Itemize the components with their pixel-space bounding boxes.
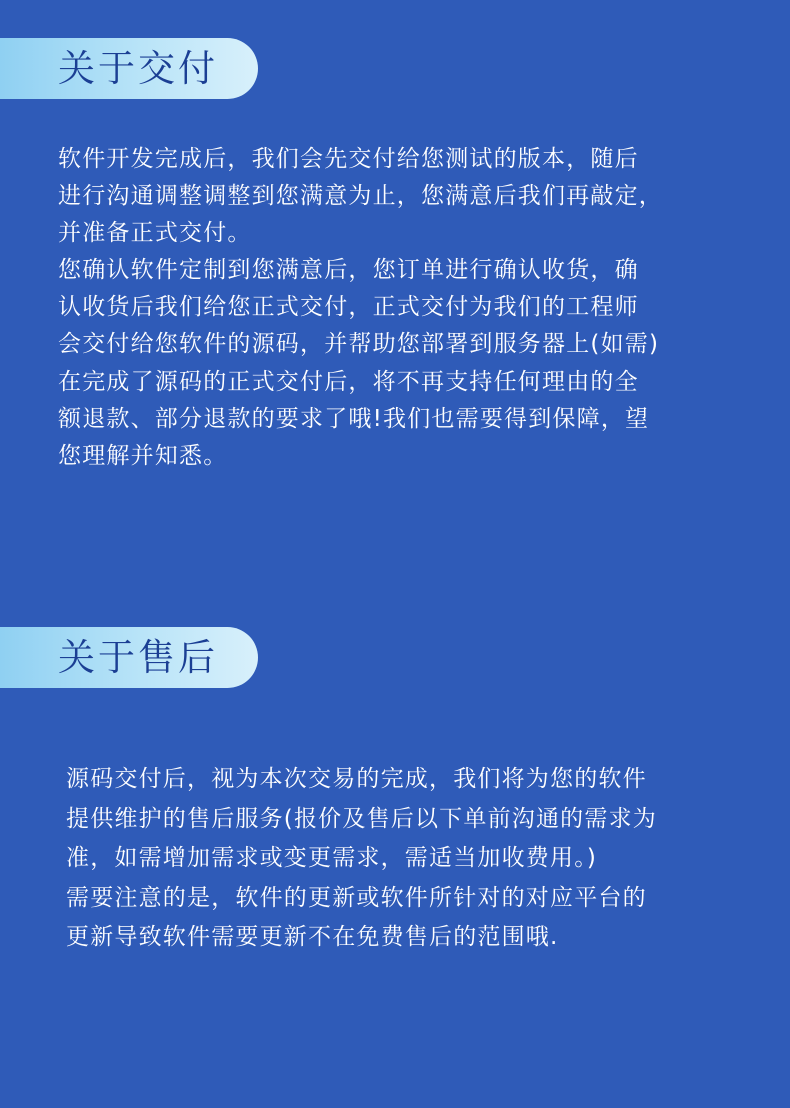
delivery-line: 并准备正式交付。 [58,220,252,247]
delivery-line: 您确认软件定制到您满意后，您订单进行确认收货，确 [58,257,639,284]
delivery-line: 会交付给您软件的源码，并帮助您部署到服务器上(如需) [58,331,660,358]
delivery-line: 您理解并知悉。 [58,442,228,469]
aftersales-line: 源码交付后，视为本次交易的完成，我们将为您的软件 [66,766,647,792]
delivery-paragraph [58,141,663,475]
delivery-line: 在完成了源码的正式交付后，将不再支持任何理由的全 [58,368,639,395]
aftersales-paragraph [66,760,657,958]
aftersales-section-title: 关于售后 [58,636,218,679]
delivery-line: 进行沟通调整调整到您满意为止，您满意后我们再敲定， [58,183,663,210]
aftersales-line: 准，如需增加需求或变更需求，需适当加收费用。) [66,845,598,872]
delivery-section-header [0,38,258,99]
aftersales-section-header [0,627,258,688]
delivery-line: 软件开发完成后，我们会先交付给您测试的版本，随后 [58,146,639,172]
delivery-line: 额退款、部分退款的要求了哦!我们也需要得到保障，望 [58,405,650,432]
aftersales-line: 提供维护的售后服务(报价及售后以下单前沟通的需求为 [66,805,657,832]
aftersales-line: 需要注意的是，软件的更新或软件所针对的对应平台的 [66,884,647,911]
delivery-line: 认收货后我们给您正式交付，正式交付为我们的工程师 [58,294,639,321]
aftersales-line: 更新导致软件需要更新不在免费售后的范围哦. [66,924,559,951]
delivery-section-title: 关于交付 [58,47,218,90]
